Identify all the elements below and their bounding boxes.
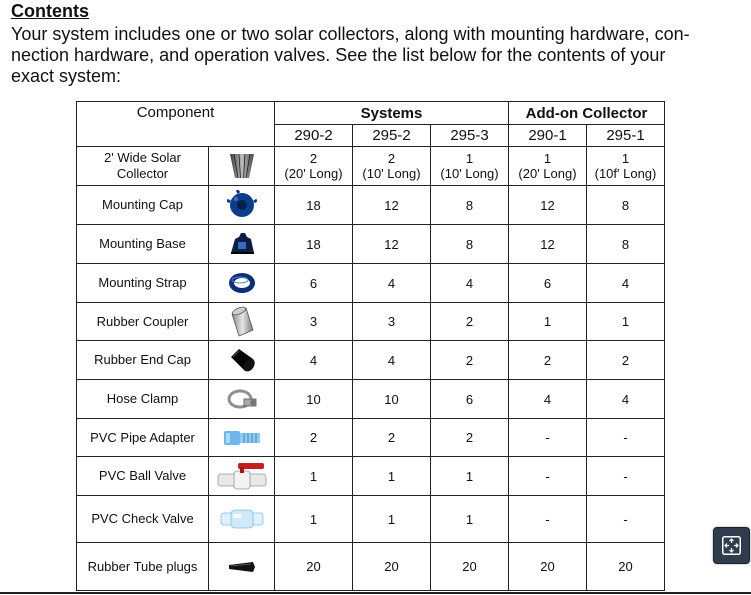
quantity-value: 1 <box>465 151 474 166</box>
quantity-value: 8 <box>465 197 474 213</box>
component-name <box>77 303 209 341</box>
quantity-cell <box>353 147 431 186</box>
quantity-cell <box>587 457 665 496</box>
quantity-cell <box>275 225 353 264</box>
table-row <box>77 496 665 543</box>
contents-table <box>76 101 665 591</box>
model-header: 295-3 <box>431 125 509 147</box>
quantity-cell <box>353 419 431 457</box>
quantity-value: 2 <box>387 430 396 445</box>
quantity-value: 1 <box>621 314 630 329</box>
group-header-row <box>77 102 665 125</box>
quantity-cell <box>353 496 431 543</box>
quantity-cell <box>509 543 587 591</box>
quantity-cell <box>353 457 431 496</box>
component-name <box>77 225 209 264</box>
quantity-cell <box>431 419 509 457</box>
component-image-cell <box>209 457 275 496</box>
rubber-tube-plug-icon <box>209 560 274 574</box>
pvc-check-valve-icon <box>209 507 274 531</box>
quantity-cell <box>353 543 431 591</box>
component-name-line: Hose Clamp <box>106 391 179 406</box>
quantity-cell <box>431 303 509 341</box>
model-header: 295-2 <box>353 125 431 147</box>
component-name <box>77 419 209 457</box>
model-header: 290-1 <box>509 125 587 147</box>
table-row <box>77 543 665 591</box>
quantity-value: - <box>545 511 550 527</box>
quantity-cell <box>587 186 665 225</box>
quantity-cell <box>275 419 353 457</box>
component-name-line: Mounting Strap <box>98 275 187 290</box>
quantity-cell <box>431 380 509 419</box>
component-name-line: PVC Check Valve <box>91 511 194 526</box>
quantity-cell <box>587 380 665 419</box>
quantity-cell <box>509 225 587 264</box>
quantity-cell <box>275 457 353 496</box>
component-name-line: 2' Wide Solar <box>104 150 181 165</box>
quantity-value: 6 <box>543 275 552 291</box>
quantity-value: 2 <box>465 430 474 445</box>
table-body <box>77 147 665 591</box>
quantity-value: 1 <box>309 511 318 527</box>
quantity-value: 2 <box>309 430 318 445</box>
mounting-strap-icon <box>209 268 274 298</box>
intro-line: exact system: <box>11 66 122 86</box>
table-row <box>77 341 665 380</box>
quantity-value: 2 <box>465 352 474 368</box>
component-name-line: Rubber Coupler <box>96 313 189 329</box>
quantity-value: 18 <box>306 236 321 252</box>
component-image-cell <box>209 303 275 341</box>
length-note: (10f' Long) <box>594 166 657 181</box>
component-name <box>77 186 209 225</box>
quantity-cell <box>275 341 353 380</box>
component-image-cell <box>209 380 275 419</box>
quantity-cell <box>587 147 665 186</box>
component-header <box>77 102 275 147</box>
component-name-line: Rubber End Cap <box>94 352 191 367</box>
quantity-value: 12 <box>540 236 555 252</box>
quantity-cell <box>587 341 665 380</box>
quantity-value: 20 <box>306 559 321 574</box>
quantity-value: 3 <box>309 314 318 329</box>
component-name-line: PVC Ball Valve <box>98 468 187 483</box>
quantity-value: 20 <box>540 559 555 574</box>
component-image-cell <box>209 225 275 264</box>
quantity-value: - <box>623 511 628 527</box>
table-row <box>77 380 665 419</box>
component-name <box>77 543 209 591</box>
quantity-value: 1 <box>387 511 396 527</box>
model-header: 290-2 <box>275 125 353 147</box>
quantity-value: 2 <box>309 151 318 166</box>
component-name-line: Rubber Tube plugs <box>87 558 198 574</box>
pvc-ball-valve-icon <box>209 461 274 491</box>
component-image-cell <box>209 419 275 457</box>
quantity-cell <box>431 186 509 225</box>
component-name <box>77 341 209 380</box>
quantity-cell <box>587 543 665 591</box>
contents-heading: Contents <box>11 1 89 21</box>
quantity-value: 1 <box>465 468 474 484</box>
quantity-value: 6 <box>465 391 474 407</box>
quantity-value: 10 <box>384 391 399 407</box>
quantity-cell <box>353 225 431 264</box>
intro-line: nection hardware, and operation valves. See the list below for the contents of your <box>11 45 666 65</box>
rubber-end-cap-icon <box>209 345 274 375</box>
quantity-value: 8 <box>465 236 474 252</box>
component-image-cell <box>209 543 275 591</box>
quantity-value: 4 <box>621 275 630 291</box>
length-note: (20' Long) <box>518 166 577 181</box>
quantity-cell <box>509 186 587 225</box>
component-image-cell <box>209 147 275 186</box>
quantity-value: 20 <box>462 559 477 574</box>
quantity-cell <box>353 303 431 341</box>
quantity-cell <box>275 147 353 186</box>
quantity-cell <box>353 186 431 225</box>
component-name <box>77 264 209 303</box>
quantity-cell <box>275 303 353 341</box>
component-name-line: Mounting Cap <box>102 197 183 212</box>
quantity-value: 20 <box>618 559 633 574</box>
quantity-value: 4 <box>465 275 474 291</box>
table-row <box>77 225 665 264</box>
quantity-cell <box>587 496 665 543</box>
quantity-cell <box>353 380 431 419</box>
component-name <box>77 496 209 543</box>
quantity-value: 1 <box>621 151 630 166</box>
quantity-value: 10 <box>306 391 321 407</box>
quantity-value: 8 <box>621 197 630 213</box>
table-row <box>77 186 665 225</box>
quantity-cell <box>509 380 587 419</box>
quantity-value: 4 <box>387 275 396 291</box>
page-bottom-border <box>0 592 751 594</box>
quantity-cell <box>509 457 587 496</box>
quantity-value: 1 <box>465 511 474 527</box>
table-row <box>77 264 665 303</box>
hose-clamp-icon <box>209 385 274 413</box>
table-row <box>77 147 665 186</box>
quantity-cell <box>431 341 509 380</box>
quantity-value: 4 <box>543 391 552 407</box>
quantity-value: 4 <box>309 352 318 368</box>
length-note: (10' Long) <box>440 166 499 181</box>
quantity-cell <box>509 264 587 303</box>
quantity-value: 1 <box>543 151 552 166</box>
pvc-pipe-adapter-icon <box>209 428 274 448</box>
mounting-cap-icon <box>209 190 274 220</box>
quantity-value: 12 <box>540 197 555 213</box>
intro-paragraph <box>11 24 746 87</box>
quantity-value: 4 <box>621 391 630 407</box>
component-header-label: Component <box>136 104 215 121</box>
quantity-value: 1 <box>543 314 552 329</box>
quantity-cell <box>431 457 509 496</box>
component-image-cell <box>209 341 275 380</box>
quantity-value: - <box>545 468 550 484</box>
quantity-value: 20 <box>384 559 399 574</box>
quantity-value: 1 <box>309 468 318 484</box>
quantity-cell <box>509 496 587 543</box>
systems-group-header: Systems <box>275 102 509 125</box>
quantity-cell <box>587 264 665 303</box>
quantity-value: 12 <box>384 236 399 252</box>
quantity-cell <box>431 543 509 591</box>
length-note: (10' Long) <box>362 166 421 181</box>
quantity-cell <box>275 496 353 543</box>
component-name-line: Mounting Base <box>99 236 186 251</box>
quantity-value: 3 <box>387 314 396 329</box>
quantity-cell <box>353 341 431 380</box>
quantity-value: 8 <box>621 236 630 252</box>
component-name <box>77 147 209 186</box>
addon-group-header: Add-on Collector <box>509 102 665 125</box>
quantity-value: 4 <box>387 352 396 368</box>
length-note: (20' Long) <box>284 166 343 181</box>
component-name-line: Collector <box>116 166 169 181</box>
quantity-cell <box>431 264 509 303</box>
quantity-value: 2 <box>543 352 552 368</box>
quantity-value: 2 <box>621 352 630 368</box>
quantity-value: 2 <box>387 151 396 166</box>
component-name <box>77 457 209 496</box>
quantity-cell <box>509 419 587 457</box>
fullscreen-button[interactable] <box>713 527 750 564</box>
quantity-cell <box>431 496 509 543</box>
component-image-cell <box>209 264 275 303</box>
component-name-line: PVC Pipe Adapter <box>90 429 195 445</box>
quantity-value: 12 <box>384 197 399 213</box>
quantity-cell <box>587 419 665 457</box>
quantity-cell <box>509 147 587 186</box>
quantity-cell <box>587 303 665 341</box>
model-header: 295-1 <box>587 125 665 147</box>
quantity-cell <box>587 225 665 264</box>
table-row <box>77 457 665 496</box>
component-image-cell <box>209 186 275 225</box>
quantity-value: 1 <box>387 468 396 484</box>
fullscreen-icon <box>722 536 741 555</box>
intro-line: Your system includes one or two solar collectors, along with mounting hardware, con- <box>11 24 690 44</box>
quantity-cell <box>353 264 431 303</box>
component-name <box>77 380 209 419</box>
quantity-value: - <box>545 430 550 445</box>
table-row <box>77 419 665 457</box>
quantity-value: 2 <box>465 314 474 329</box>
quantity-cell <box>431 147 509 186</box>
mounting-base-icon <box>209 229 274 259</box>
quantity-cell <box>509 303 587 341</box>
quantity-cell <box>275 543 353 591</box>
quantity-cell <box>275 264 353 303</box>
quantity-value: - <box>623 468 628 484</box>
quantity-cell <box>509 341 587 380</box>
quantity-cell <box>431 225 509 264</box>
quantity-value: - <box>623 430 628 445</box>
rubber-coupler-icon <box>209 306 274 338</box>
component-image-cell <box>209 496 275 543</box>
quantity-cell <box>275 186 353 225</box>
quantity-value: 18 <box>306 197 321 213</box>
solar-collector-icon <box>209 151 274 181</box>
quantity-value: 6 <box>309 275 318 291</box>
table-row <box>77 303 665 341</box>
quantity-cell <box>275 380 353 419</box>
